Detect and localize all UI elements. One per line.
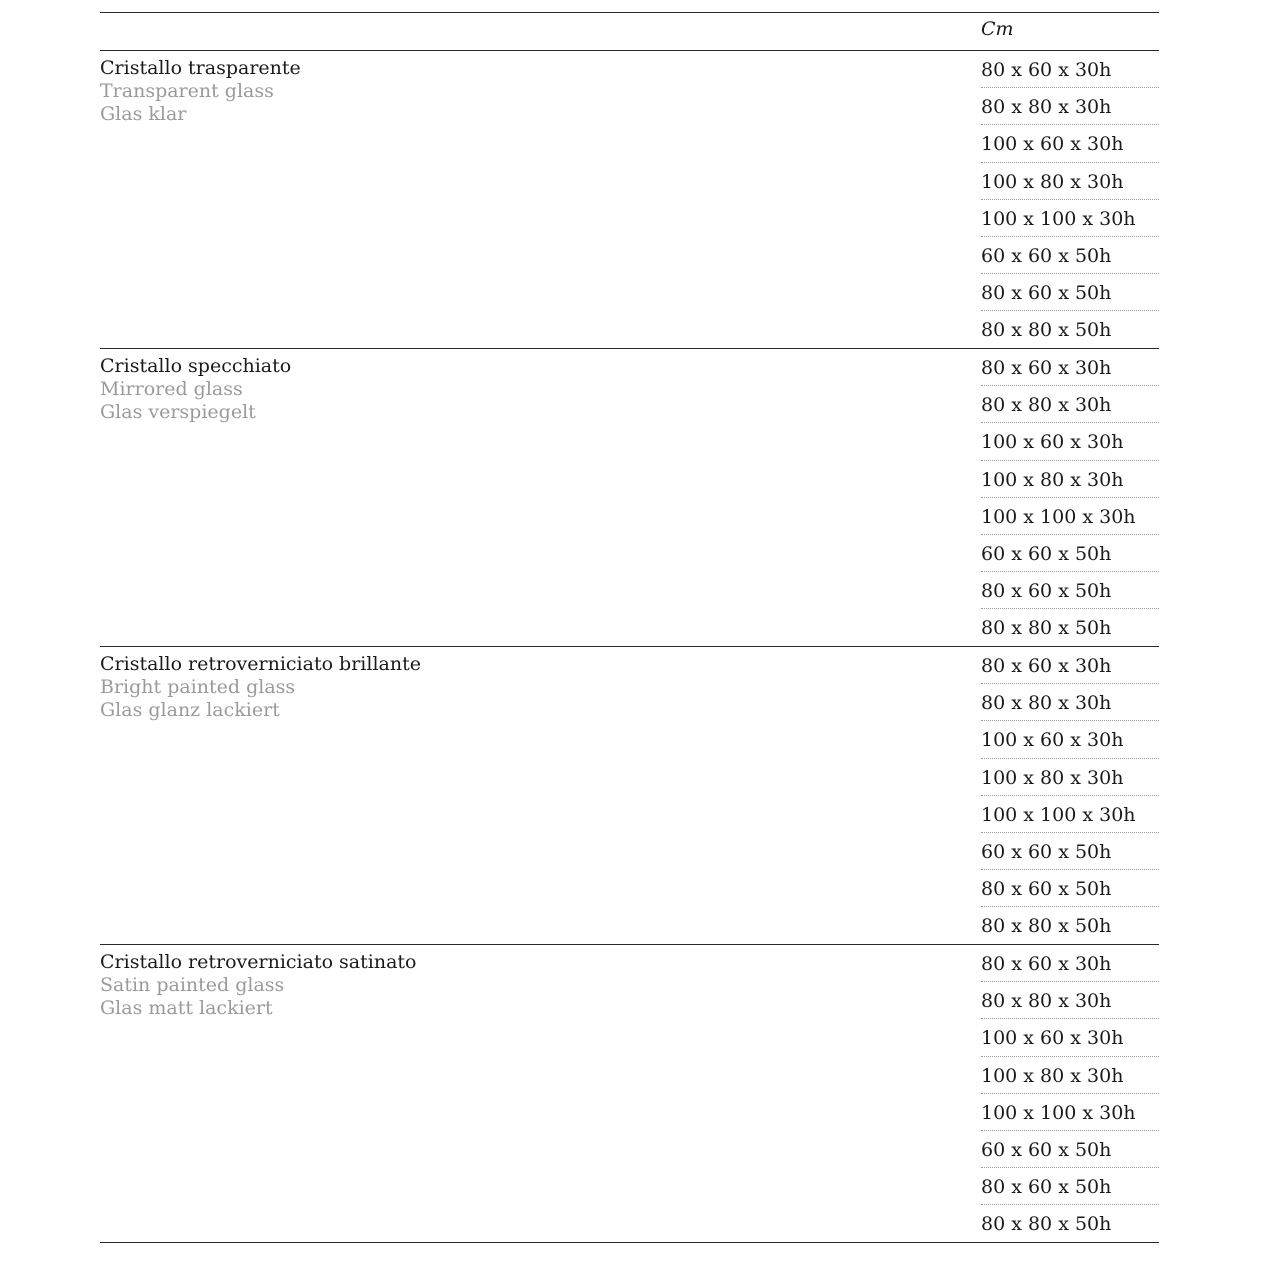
- glass-group-mirrored: [100, 349, 1159, 647]
- size-item: 80 x 80 x 30h: [981, 386, 1159, 423]
- name-german: Glas glanz lackiert: [100, 699, 280, 721]
- size-item: 100 x 60 x 30h: [981, 721, 1159, 758]
- name-italian: Cristallo retroverniciato brillante: [100, 653, 421, 675]
- size-item: 80 x 60 x 30h: [981, 51, 1159, 88]
- size-item: 80 x 60 x 30h: [981, 945, 1159, 982]
- size-item: 60 x 60 x 50h: [981, 237, 1159, 274]
- size-item: 100 x 100 x 30h: [981, 200, 1159, 237]
- name-german: Glas klar: [100, 103, 187, 125]
- table-header: [100, 12, 1159, 51]
- size-list: [981, 51, 1159, 348]
- group-names: [100, 51, 981, 348]
- glass-group-transparent: [100, 51, 1159, 349]
- size-item: 100 x 60 x 30h: [981, 125, 1159, 162]
- size-item: 80 x 80 x 30h: [981, 982, 1159, 1019]
- size-item: 100 x 80 x 30h: [981, 1057, 1159, 1094]
- size-item: 80 x 80 x 30h: [981, 684, 1159, 721]
- name-english: Mirrored glass: [100, 378, 243, 400]
- name-english: Satin painted glass: [100, 974, 285, 996]
- size-item: 100 x 80 x 30h: [981, 163, 1159, 200]
- group-names: [100, 647, 981, 944]
- size-item: 60 x 60 x 50h: [981, 833, 1159, 870]
- size-item: 100 x 60 x 30h: [981, 423, 1159, 460]
- size-list: [981, 945, 1159, 1242]
- size-item: 80 x 60 x 30h: [981, 647, 1159, 684]
- name-english: Bright painted glass: [100, 676, 296, 698]
- glass-group-satin-painted: [100, 945, 1159, 1243]
- size-item: 80 x 80 x 50h: [981, 319, 1112, 342]
- size-item: 60 x 60 x 50h: [981, 1131, 1159, 1168]
- name-italian: Cristallo specchiato: [100, 355, 292, 377]
- name-italian: Cristallo retroverniciato satinato: [100, 951, 417, 973]
- size-item: 80 x 80 x 50h: [981, 1213, 1112, 1236]
- group-names: [100, 945, 981, 1242]
- size-item: 100 x 80 x 30h: [981, 461, 1159, 498]
- name-english: Transparent glass: [100, 80, 274, 102]
- name-german: Glas matt lackiert: [100, 997, 273, 1019]
- size-list: [981, 349, 1159, 646]
- unit-label: Cm: [981, 18, 1014, 40]
- size-item: 80 x 80 x 30h: [981, 88, 1159, 125]
- size-item: 100 x 60 x 30h: [981, 1019, 1159, 1056]
- size-item: 100 x 100 x 30h: [981, 796, 1159, 833]
- glass-group-bright-painted: [100, 647, 1159, 945]
- size-item: 80 x 80 x 50h: [981, 915, 1112, 938]
- group-names: [100, 349, 981, 646]
- size-item: 80 x 60 x 50h: [981, 870, 1159, 907]
- size-item: 100 x 100 x 30h: [981, 1094, 1159, 1131]
- size-item: 80 x 60 x 50h: [981, 1168, 1159, 1205]
- name-german: Glas verspiegelt: [100, 401, 256, 423]
- size-item: 100 x 100 x 30h: [981, 498, 1159, 535]
- size-list: [981, 647, 1159, 944]
- size-item: 80 x 60 x 50h: [981, 274, 1159, 311]
- size-table: [100, 12, 1159, 1243]
- name-italian: Cristallo trasparente: [100, 57, 301, 79]
- size-item: 100 x 80 x 30h: [981, 759, 1159, 796]
- size-item: 80 x 60 x 30h: [981, 349, 1159, 386]
- size-item: 80 x 60 x 50h: [981, 572, 1159, 609]
- size-item: 60 x 60 x 50h: [981, 535, 1159, 572]
- size-item: 80 x 80 x 50h: [981, 617, 1112, 640]
